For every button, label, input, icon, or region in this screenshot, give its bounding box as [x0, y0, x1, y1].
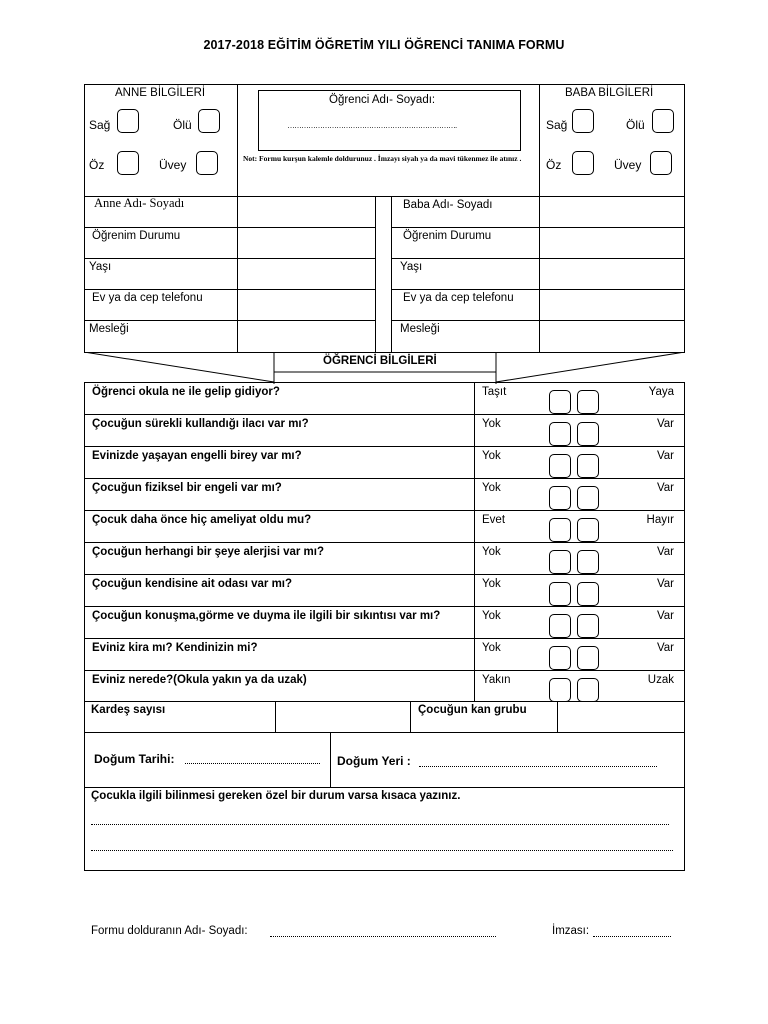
anne-uvey-label: Üvey	[159, 158, 187, 172]
dogum-tarihi-input[interactable]	[185, 763, 320, 764]
question-row	[84, 574, 684, 605]
option-a-label: Taşıt	[482, 386, 507, 398]
kan-label: Çocuğun kan grubu	[418, 704, 527, 716]
baba-uvey-label: Üvey	[614, 158, 642, 172]
option-b-checkbox[interactable]	[577, 454, 599, 478]
option-a-checkbox[interactable]	[549, 582, 571, 606]
baba-field-education: Öğrenim Durumu	[403, 230, 492, 242]
option-b-label: Var	[656, 546, 674, 558]
option-a-checkbox[interactable]	[549, 390, 571, 414]
option-a-checkbox[interactable]	[549, 646, 571, 670]
anne-age-input[interactable]	[238, 259, 375, 289]
question-row	[84, 414, 684, 445]
anne-education-input[interactable]	[238, 228, 375, 258]
baba-field-age: Yaşı	[400, 261, 423, 273]
option-a-checkbox[interactable]	[549, 614, 571, 638]
question-row	[84, 606, 684, 637]
baba-oz-label: Öz	[546, 158, 562, 172]
question-row	[84, 670, 684, 701]
footer-imza-input[interactable]	[593, 936, 671, 937]
baba-sag-checkbox[interactable]	[572, 109, 594, 133]
option-a-label: Yakın	[482, 674, 511, 686]
baba-job-input[interactable]	[540, 321, 684, 352]
option-a-label: Yok	[482, 450, 501, 462]
anne-field-age: Yaşı	[89, 261, 112, 273]
baba-uvey-checkbox[interactable]	[650, 151, 672, 175]
option-a-checkbox[interactable]	[549, 550, 571, 574]
baba-age-input[interactable]	[540, 259, 684, 289]
option-b-label: Uzak	[647, 674, 674, 686]
baba-name-input[interactable]	[540, 197, 684, 227]
option-b-checkbox[interactable]	[577, 550, 599, 574]
option-a-label: Yok	[482, 546, 501, 558]
form-note: Not: Formu kurşun kalemle doldurunuz . İmzayı siyah ya da mavi tükenmez ile atınız .	[243, 154, 522, 163]
footer-name-input[interactable]	[270, 936, 496, 937]
question-text: Eviniz nerede?(Okula yakın ya da uzak)	[92, 674, 307, 686]
option-b-checkbox[interactable]	[577, 582, 599, 606]
dogum-tarihi-label: Doğum Tarihi:	[94, 752, 175, 766]
anne-sag-checkbox[interactable]	[117, 109, 139, 133]
kardes-input[interactable]	[276, 702, 409, 732]
anne-name-input[interactable]	[238, 197, 375, 227]
anne-field-phone: Ev ya da cep telefonu	[92, 292, 203, 304]
question-text: Eviniz kira mı? Kendinizin mi?	[92, 642, 258, 654]
baba-sag-label: Sağ	[546, 118, 568, 132]
baba-olu-label: Ölü	[626, 118, 645, 132]
question-row	[84, 510, 684, 541]
student-name-label: Öğrenci Adı- Soyadı:	[329, 94, 436, 106]
anne-field-name: Anne Adı- Soyadı	[94, 196, 185, 210]
option-b-checkbox[interactable]	[577, 422, 599, 446]
option-a-label: Evet	[482, 514, 506, 526]
anne-job-input[interactable]	[238, 321, 375, 352]
option-b-checkbox[interactable]	[577, 518, 599, 542]
baba-olu-checkbox[interactable]	[652, 109, 674, 133]
question-row	[84, 382, 684, 413]
option-a-label: Yok	[482, 418, 501, 430]
question-text: Evinizde yaşayan engelli birey var mı?	[92, 450, 302, 462]
option-a-checkbox[interactable]	[549, 422, 571, 446]
question-text: Çocuğun kendisine ait odası var mı?	[92, 578, 293, 590]
question-text: Çocuğun sürekli kullandığı ilacı var mı?	[92, 418, 309, 430]
option-a-label: Yok	[482, 482, 501, 494]
anne-uvey-checkbox[interactable]	[196, 151, 218, 175]
anne-olu-label: Ölü	[173, 118, 192, 132]
question-row	[84, 446, 684, 477]
section-header: ÖĞRENCİ BİLGİLERİ	[323, 355, 437, 367]
anne-field-education: Öğrenim Durumu	[92, 230, 181, 242]
anne-header: ANNE BİLGİLERİ	[115, 87, 206, 99]
option-a-checkbox[interactable]	[549, 486, 571, 510]
baba-phone-input[interactable]	[540, 290, 684, 320]
baba-field-phone: Ev ya da cep telefonu	[403, 292, 514, 304]
anne-phone-input[interactable]	[238, 290, 375, 320]
kardes-label: Kardeş sayısı	[91, 704, 166, 716]
baba-field-job: Mesleği	[400, 323, 440, 335]
form-title: 2017-2018 EĞİTİM ÖĞRETİM YILI ÖĞRENCİ TANIMA FORMU	[203, 38, 565, 52]
anne-field-job: Mesleği	[89, 323, 129, 335]
question-row	[84, 638, 684, 669]
option-b-label: Var	[656, 642, 674, 654]
dogum-yeri-input[interactable]	[419, 766, 657, 767]
baba-field-name: Baba Adı- Soyadı	[403, 199, 493, 211]
anne-oz-label: Öz	[89, 158, 105, 172]
option-a-label: Yok	[482, 610, 501, 622]
baba-oz-checkbox[interactable]	[572, 151, 594, 175]
option-a-checkbox[interactable]	[549, 518, 571, 542]
option-b-checkbox[interactable]	[577, 390, 599, 414]
student-name-dots[interactable]: ……………………………………………………………….	[287, 121, 457, 130]
question-text: Çocuğun herhangi bir şeye alerjisi var mı?	[92, 546, 324, 558]
option-b-label: Var	[656, 578, 674, 590]
question-text: Çocuk daha önce hiç ameliyat oldu mu?	[92, 514, 312, 526]
baba-education-input[interactable]	[540, 228, 684, 258]
question-text: Çocuğun konuşma,görme ve duyma ile ilgili bir sıkıntısı var mı?	[92, 610, 441, 622]
option-a-label: Yok	[482, 578, 501, 590]
special-condition-line-2[interactable]	[91, 850, 673, 851]
special-condition-label: Çocukla ilgili bilinmesi gereken özel bir durum varsa kısaca yazınız.	[91, 790, 461, 802]
dogum-yeri-label: Doğum Yeri :	[337, 754, 411, 768]
option-b-checkbox[interactable]	[577, 678, 599, 702]
baba-header: BABA BİLGİLERİ	[565, 87, 654, 99]
option-b-label: Yaya	[648, 386, 674, 398]
anne-sag-label: Sağ	[89, 118, 111, 132]
anne-oz-checkbox[interactable]	[117, 151, 139, 175]
option-a-checkbox[interactable]	[549, 678, 571, 702]
kan-input[interactable]	[558, 702, 684, 732]
footer-imza-label: İmzası:	[552, 925, 590, 937]
question-row	[84, 542, 684, 573]
question-text: Çocuğun fiziksel bir engeli var mı?	[92, 482, 282, 494]
option-b-label: Var	[656, 482, 674, 494]
question-text: Öğrenci okula ne ile gelip gidiyor?	[92, 386, 280, 398]
anne-olu-checkbox[interactable]	[198, 109, 220, 133]
option-b-label: Var	[656, 610, 674, 622]
option-b-label: Var	[656, 418, 674, 430]
option-b-checkbox[interactable]	[577, 614, 599, 638]
option-b-label: Var	[656, 450, 674, 462]
footer-name-label: Formu dolduranın Adı- Soyadı:	[91, 925, 248, 937]
option-b-checkbox[interactable]	[577, 646, 599, 670]
option-a-checkbox[interactable]	[549, 454, 571, 478]
special-condition-line-1[interactable]	[91, 824, 669, 825]
option-b-label: Hayır	[646, 514, 674, 526]
option-a-label: Yok	[482, 642, 501, 654]
option-b-checkbox[interactable]	[577, 486, 599, 510]
question-row	[84, 478, 684, 509]
